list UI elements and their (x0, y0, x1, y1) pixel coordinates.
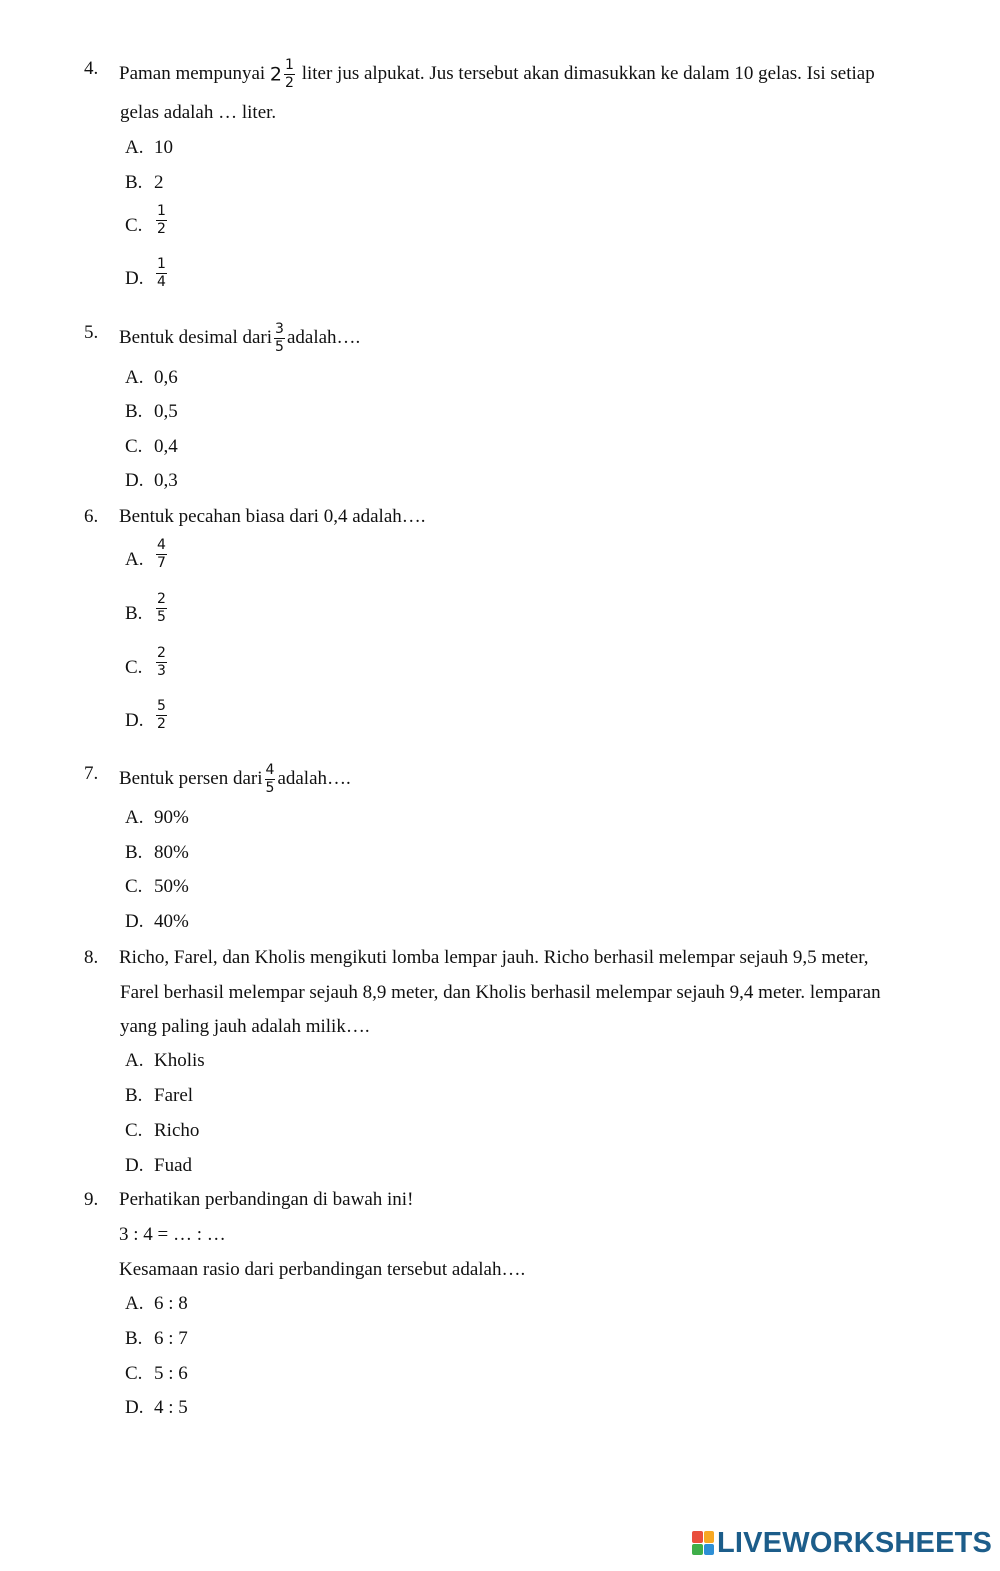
question-text: Bentuk pecahan biasa dari 0,4 adalah…. (119, 506, 426, 527)
fraction: $\frac{1}{2}$ (157, 203, 166, 237)
question-number: 6. (84, 506, 99, 527)
logo-text: LIVEWORKSHEETS (717, 1526, 993, 1559)
liveworksheets-logo-icon (692, 1531, 714, 1555)
question-number: 9. (84, 1189, 99, 1210)
fraction: $\frac{3}{5}$ (275, 321, 284, 355)
question-number: 7. (84, 763, 99, 784)
question-text: Bentuk desimal dari $\frac{3}{5}$ adalah…. (119, 321, 361, 355)
fraction: $\frac{4}{5}$ (265, 762, 275, 796)
mixed-whole: 2 (269, 63, 283, 86)
question-text: Richo, Farel, dan Kholis mengikuti lomba lempar jauh. Richo berhasil melempar sejauh 9,5 meter, (119, 947, 869, 968)
fraction: $\frac{1}{4}$ (157, 256, 166, 290)
fraction: $\frac{2}{5}$ (157, 591, 166, 625)
question-number: 5. (84, 322, 99, 343)
fraction: $\frac{2}{3}$ (157, 645, 166, 679)
question-number: 8. (84, 947, 99, 968)
liveworksheets-logo (692, 1527, 992, 1559)
question-text: Paman mempunyai 2 $\frac{1}{2}$ liter jus alpukat. Jus tersebut akan dimasukkan ke dalam 10 gelas. Isi setiap (119, 57, 875, 91)
fraction: $\frac{5}{2}$ (157, 698, 166, 732)
fraction: $\frac{4}{7}$ (157, 537, 166, 571)
fraction: $\frac{1}{2}$ (285, 57, 294, 91)
question-text: Perhatikan perbandingan di bawah ini! (119, 1189, 414, 1210)
question-number: 4. (84, 58, 99, 79)
question-text: Bentuk persen dari $\frac{4}{5}$ adalah…. (119, 762, 351, 796)
